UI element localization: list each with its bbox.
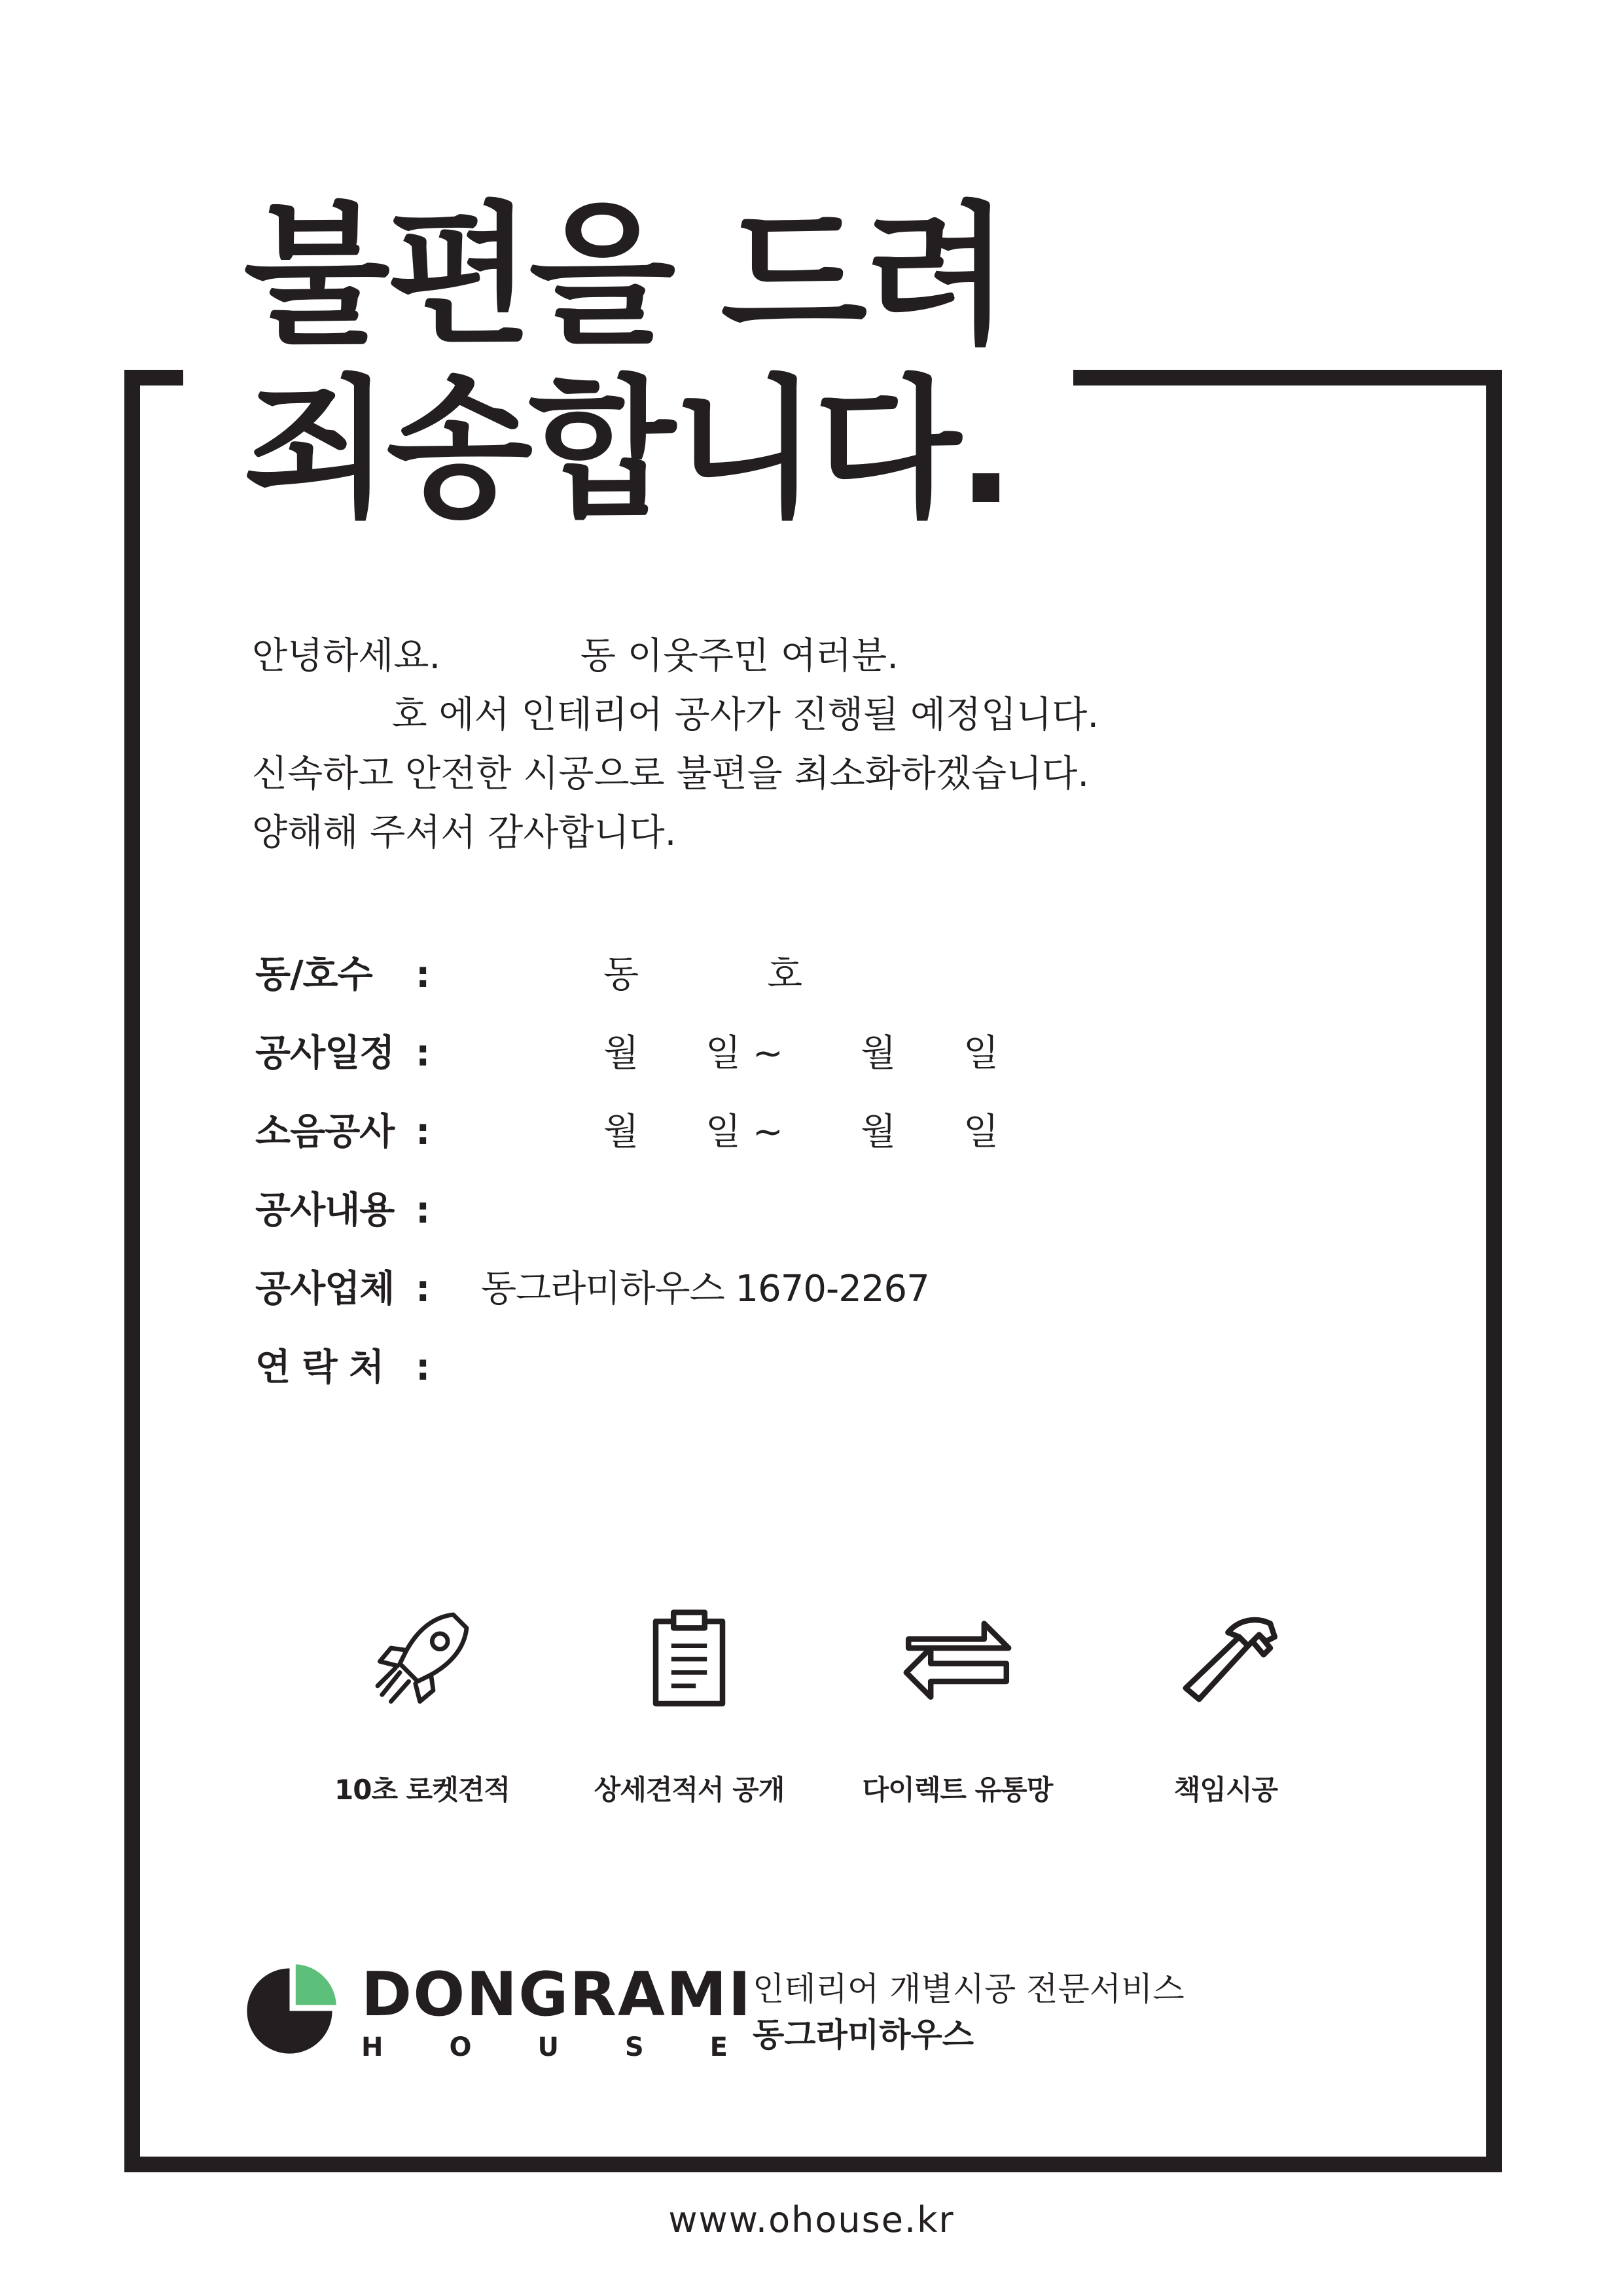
brand-company-name: 동그라미하우스: [753, 2016, 974, 2054]
greeting-line-3: 신속하고 안전한 시공으로 불편을 최소화하겠습니다.: [252, 753, 1090, 795]
frame-bottom-line: [124, 2157, 1502, 2172]
greeting-paragraph: [252, 627, 1099, 863]
info-noise-end-day: 일: [963, 1111, 999, 1153]
info-noise-end-month: 월: [861, 1111, 897, 1153]
feature-label-responsible-construction: 책임시공: [1173, 1774, 1278, 1806]
info-schedule-start-month: 월: [603, 1032, 639, 1075]
info-label-company: 공사업체: [255, 1268, 395, 1310]
info-schedule-start-day: 일 ~: [705, 1032, 783, 1075]
exchange-arrows-icon: [902, 1604, 1013, 1715]
info-colon: :: [416, 1346, 431, 1389]
feature-direct-distribution: [813, 1604, 1101, 1808]
info-colon: :: [416, 1111, 431, 1153]
feature-rocket-estimate: [278, 1604, 566, 1808]
feature-label-direct-distribution: 다이렉트 유통망: [862, 1774, 1053, 1806]
brand-name: DONGRAMI: [361, 1959, 753, 2030]
info-label-noise: 소음공사: [255, 1111, 395, 1153]
feature-label-detailed-quote: 상세견적서 공개: [594, 1774, 785, 1806]
info-colon: :: [416, 1268, 431, 1310]
greeting-line-1: 안녕하세요. 동 이웃주민 여러분.: [252, 635, 899, 677]
brand-tagline: 인테리어 개별시공 전문서비스: [753, 1970, 1185, 2008]
frame-right-line: [1486, 370, 1502, 2172]
notice-title: [243, 190, 1011, 537]
info-unit-ho: 호: [767, 954, 803, 996]
feature-label-rocket-estimate: 10초 로켓견적: [334, 1774, 510, 1806]
brand-sub-letter: E: [709, 2032, 728, 2062]
info-noise-start-day: 일 ~: [705, 1111, 783, 1153]
frame-left-line: [124, 370, 140, 2172]
feature-detailed-quote: [545, 1604, 833, 1808]
brand-subtitle: [361, 2032, 728, 2062]
hammer-icon: [1170, 1604, 1281, 1715]
info-label-content: 공사내용: [255, 1189, 395, 1232]
title-line-2: 죄송합니다.: [243, 361, 1011, 538]
info-colon: :: [416, 1189, 431, 1232]
info-label-contact: 연 락 처: [255, 1346, 384, 1389]
info-colon: :: [416, 954, 431, 996]
info-schedule-end-month: 월: [861, 1032, 897, 1075]
info-label-unit: 동/호수: [255, 954, 372, 996]
brand-sub-letter: S: [624, 2032, 644, 2062]
info-schedule-end-day: 일: [963, 1032, 999, 1075]
info-company-value: 동그라미하우스 1670-2267: [481, 1268, 929, 1310]
title-line-1: 불편을 드려: [243, 188, 1007, 365]
frame-top-right-line: [1073, 370, 1502, 386]
brand-sub-letter: O: [449, 2032, 472, 2062]
rocket-icon: [366, 1604, 478, 1715]
website-url[interactable]: www.ohouse.kr: [668, 2199, 955, 2240]
brand-sub-letter: U: [537, 2032, 559, 2062]
greeting-line-2: 호 에서 인테리어 공사가 진행될 예정입니다.: [252, 694, 1099, 736]
dongrami-logo-icon: [239, 1960, 340, 2062]
clipboard-icon: [633, 1604, 745, 1715]
info-colon: :: [416, 1032, 431, 1075]
info-unit-dong: 동: [603, 954, 639, 996]
feature-responsible-construction: [1082, 1604, 1370, 1808]
info-label-schedule: 공사일정: [255, 1032, 395, 1075]
greeting-line-4: 양해해 주셔서 감사합니다.: [252, 812, 677, 854]
info-noise-start-month: 월: [603, 1111, 639, 1153]
brand-sub-letter: H: [361, 2032, 383, 2062]
